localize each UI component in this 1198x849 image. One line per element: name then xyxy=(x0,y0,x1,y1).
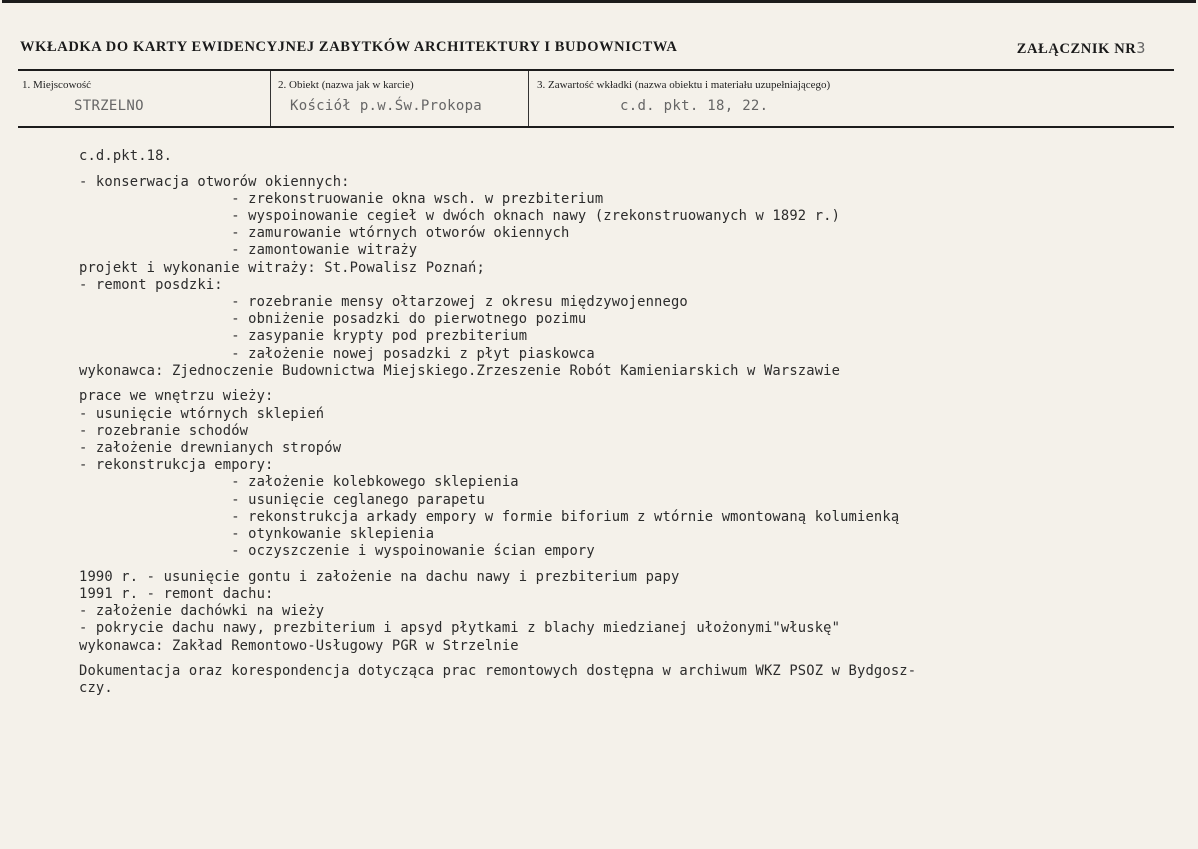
body-line: prace we wnętrzu wieży: xyxy=(79,388,274,405)
body-line: - założenie drewnianych stropów xyxy=(79,440,342,456)
body-line: wykonawca: Zjednoczenie Budownictwa Miejskiego.Zrzeszenie Robót Kamieniarskich w Warszawie xyxy=(79,362,841,379)
body-line: - rekonstrukcja arkady empory w formie biforium z wtórnie wmontowaną kolumienką xyxy=(79,508,900,525)
body-line: - rozebranie mensy ołtarzowej z okresu międzywojennego xyxy=(79,294,688,310)
content-value: c.d. pkt. 18, 22. xyxy=(620,98,769,114)
body-line: - otynkowanie sklepienia xyxy=(79,525,435,542)
body-line: Dokumentacja oraz korespondencja dotycząca prac remontowych dostępna w archiwum WKZ PSOZ w Bydgosz- xyxy=(79,663,917,680)
body-line: 1990 r. - usunięcie gontu i założenie na dachu nawy i prezbiterium papy xyxy=(79,568,680,585)
body-line: c.d.pkt.18. xyxy=(79,148,173,164)
body-line: - konserwacja otworów okiennych: xyxy=(79,173,350,190)
body-line: - usunięcie ceglanego parapetu xyxy=(79,491,485,508)
blank-line xyxy=(79,560,916,569)
blank-line xyxy=(79,165,916,174)
blank-line xyxy=(79,380,916,389)
field-divider xyxy=(270,71,271,126)
body-line: wykonawca: Zakład Remontowo-Usługowy PGR w Strzelnie xyxy=(79,637,519,654)
body-line: - rozebranie schodów xyxy=(79,422,249,439)
annex-number-heading xyxy=(1017,39,1146,58)
body-line: - wyspoinowanie cegieł w dwóch oknach nawy (zrekonstruowanych w 1892 r.) xyxy=(79,208,841,225)
blank-line xyxy=(79,655,916,664)
body-line: - założenie kolebkowego sklepienia xyxy=(79,474,519,491)
body-line: projekt i wykonanie witraży: St.Powalisz Poznań; xyxy=(79,259,485,276)
body-line: - założenie nowej posadzki z płyt piaskowca xyxy=(79,345,595,362)
body-line: - pokrycie dachu nawy, prezbiterium i apsyd płytkami z blachy miedzianej ułożonymi"włuskę" xyxy=(79,620,841,637)
body-line: czy. xyxy=(79,680,113,697)
body-line: - obniżenie posadzki do pierwotnego pozimu xyxy=(79,311,587,328)
body-line: - rekonstrukcja empory: xyxy=(79,457,274,474)
content-label: 3. Zawartość wkładki (nazwa obiektu i materiału uzupełniającego) xyxy=(537,79,831,91)
object-label: 2. Obiekt (nazwa jak w karcie) xyxy=(278,79,414,91)
locality-label: 1. Miejscowość xyxy=(22,79,92,91)
body-line: - oczyszczenie i wyspoinowanie ścian empory xyxy=(79,543,595,560)
body-line: - zamurowanie wtórnych otworów okiennych xyxy=(79,225,570,242)
annex-number: 3 xyxy=(1136,39,1146,57)
locality-value: STRZELNO xyxy=(74,98,144,114)
body-line: - zamontowanie witraży xyxy=(79,242,418,259)
body-line: - remont posdzki: xyxy=(79,276,223,293)
annex-label: ZAŁĄCZNIK NR xyxy=(1016,41,1137,57)
object-value: Kościół p.w.Św.Prokopa xyxy=(290,98,483,114)
body-line: - zasypanie krypty pod prezbiterium xyxy=(79,328,528,345)
body-line: - założenie dachówki na wieży xyxy=(79,603,325,620)
fields-rule xyxy=(18,126,1174,128)
header-rule xyxy=(18,69,1174,71)
body-line: 1991 r. - remont dachu: xyxy=(79,586,274,602)
document-title: WKŁADKA DO KARTY EWIDENCYJNEJ ZABYTKÓW ARCHITEKTURY I BUDOWNICTWA xyxy=(20,39,678,55)
body-line: - zrekonstruowanie okna wsch. w prezbiterium xyxy=(79,190,604,207)
typed-body-text xyxy=(79,148,916,698)
field-divider xyxy=(528,71,529,126)
body-line: - usunięcie wtórnych sklepień xyxy=(79,405,325,422)
